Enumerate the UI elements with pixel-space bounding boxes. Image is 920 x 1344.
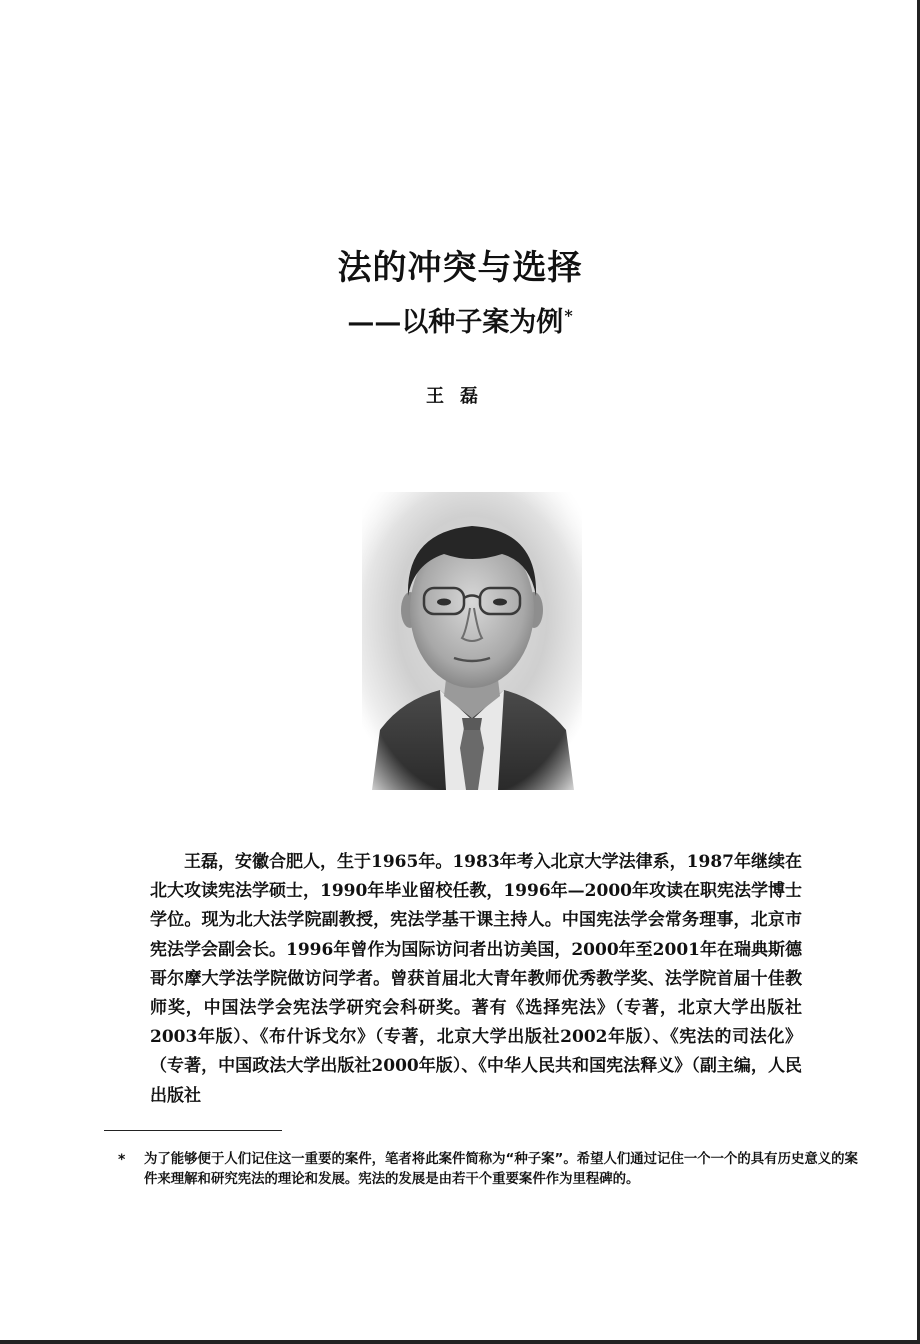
footnote-text: 为了能够便于人们记住这一重要的案件，笔者将此案件简称为“种子案”。希望人们通过记住一个一个的具有历史意义的案件来理解和研究宪法的理论和发展。宪法的发展是由若干个重要案件作为里程碑的。: [144, 1152, 858, 1187]
author-name: 王磊: [426, 386, 494, 407]
footnote-mark: *: [118, 1152, 126, 1168]
footnote: [118, 1150, 862, 1190]
article-title: 法的冲突与选择: [337, 248, 583, 288]
subtitle-text: ——以种子案为例: [347, 307, 564, 338]
footnote-reference-mark: *: [564, 306, 573, 325]
author-portrait-icon: [362, 492, 582, 790]
article-subtitle: [0, 300, 920, 339]
author-biography: 王磊，安徽合肥人，生于1965年。1983年考入北京大学法律系，1987年继续在北大攻读宪法学硕士，1990年毕业留校任教，1996年—2000年攻读在职宪法学博士学位。现为北大法学院副教授，宪法学基干课主持人。中国宪法学会常务理事，北京市宪法学会副会长。1996年曾作为国际访问者出访美国，2000年至2001年在瑞典斯德哥尔摩大学法学院做访问学者。曾获首届北大青年教师优秀教学奖、法学院首届十佳教师奖，中国法学会宪法学研究会科研奖。著有《选择宪法》（专著，北京大学出版社2003年版）、《布什诉戈尔》（专著，北京大学出版社2002年版）、《宪法的司法化》（专著，中国政法大学出版社2000年版）、《中华人民共和国宪法释义》（副主编，人民出版社: [150, 852, 802, 1106]
footnote-divider: [104, 1130, 282, 1131]
author-photo: [362, 492, 582, 790]
page-border-bottom: [0, 1340, 920, 1344]
